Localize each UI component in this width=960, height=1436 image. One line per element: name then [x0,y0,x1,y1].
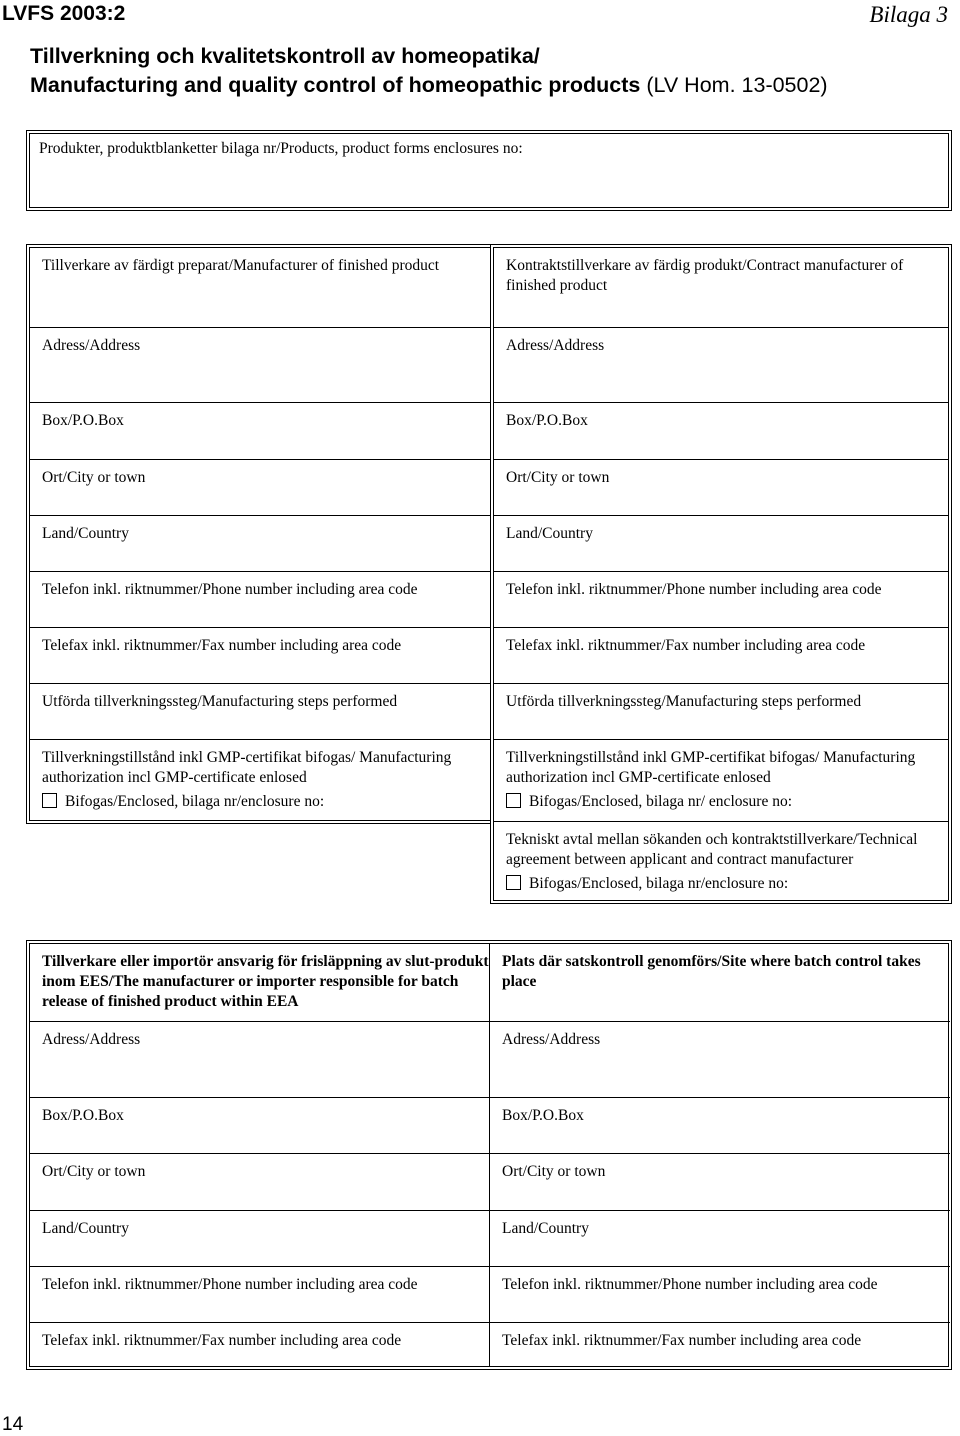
contract-authorization: Tillverkningstillstånd inkl GMP-certifikat bifogas/ Manufacturing authorization incl GMP-certificate enlosed [506,749,916,786]
release-heading[interactable]: Tillverkare eller importör ansvarig för frisläppning av slut-produkt inom EES/The manufacturer or importer responsible for batch release of finished product within EEA [30,944,489,1022]
contract-agreement-enclosed-label: Bifogas/Enclosed, bilaga nr/enclosure no: [529,875,789,892]
release-address[interactable]: Adress/Address [30,1022,489,1098]
contract-phone[interactable]: Telefon inkl. riktnummer/Phone number including area code [494,572,948,628]
manufacturer-address[interactable]: Adress/Address [30,328,490,403]
contract-box[interactable]: Box/P.O.Box [494,403,948,460]
batch-city[interactable]: Ort/City or town [490,1154,950,1211]
batch-box[interactable]: Box/P.O.Box [490,1098,950,1154]
release-phone[interactable]: Telefon inkl. riktnummer/Phone number including area code [30,1267,489,1323]
manufacturer-steps[interactable]: Utförda tillverkningssteg/Manufacturing steps performed [30,684,490,740]
manufacturer-section [29,247,491,821]
release-box[interactable]: Box/P.O.Box [30,1098,489,1154]
contract-heading[interactable]: Kontraktstillverkare av färdig produkt/Contract manufacturer of finished product [494,248,948,328]
manufacturer-box[interactable]: Box/P.O.Box [30,403,490,460]
products-box[interactable] [29,133,949,208]
page-number: 14 [2,1414,24,1435]
attachment-label: Bilaga 3 [869,2,948,27]
manufacturer-heading[interactable]: Tillverkare av färdigt preparat/Manufacturer of finished product [30,248,490,328]
release-city[interactable]: Ort/City or town [30,1154,489,1211]
contract-enclosed-label: Bifogas/Enclosed, bilaga nr/ enclosure no: [529,793,793,810]
release-country[interactable]: Land/Country [30,1211,489,1267]
products-label: Produkter, produktblanketter bilaga nr/Products, product forms enclosures no: [39,140,523,157]
manufacturer-phone[interactable]: Telefon inkl. riktnummer/Phone number including area code [30,572,490,628]
contract-agreement-checkbox[interactable] [506,875,521,890]
batch-country[interactable]: Land/Country [490,1211,950,1267]
manufacturer-enclosed-checkbox[interactable] [42,793,57,808]
manufacturer-authorization-cell [30,740,490,822]
batch-heading[interactable]: Plats där satskontroll genomförs/Site where batch control takes place [490,944,950,1022]
title-line1: Tillverkning och kvalitetskontroll av homeopatika/ [30,44,540,68]
contract-city[interactable]: Ort/City or town [494,460,948,516]
manufacturer-enclosed-label: Bifogas/Enclosed, bilaga nr/enclosure no: [65,793,325,810]
document-id: LVFS 2003:2 [2,2,126,25]
contract-country[interactable]: Land/Country [494,516,948,572]
manufacturer-country[interactable]: Land/Country [30,516,490,572]
manufacturer-city[interactable]: Ort/City or town [30,460,490,516]
contract-address[interactable]: Adress/Address [494,328,948,403]
contract-authorization-cell [494,740,948,822]
batch-phone[interactable]: Telefon inkl. riktnummer/Phone number including area code [490,1267,950,1323]
contract-section [493,247,949,901]
batch-fax[interactable]: Telefax inkl. riktnummer/Fax number including area code [502,1332,862,1349]
contract-enclosed-checkbox[interactable] [506,793,521,808]
release-fax[interactable]: Telefax inkl. riktnummer/Fax number including area code [42,1332,402,1349]
contract-fax[interactable]: Telefax inkl. riktnummer/Fax number including area code [494,628,948,684]
contract-agreement: Tekniskt avtal mellan sökanden och kontraktstillverkare/Technical agreement between applicant and contract manufacturer [506,831,918,868]
contract-steps[interactable]: Utförda tillverkningssteg/Manufacturing steps performed [494,684,948,740]
release-batch-section [29,943,949,1367]
form-title [30,42,828,100]
batch-address[interactable]: Adress/Address [490,1022,950,1098]
manufacturer-authorization: Tillverkningstillstånd inkl GMP-certifikat bifogas/ Manufacturing authorization incl GMP-certificate enlosed [42,749,452,786]
title-line2-normal: (LV Hom. 13-0502) [640,73,828,97]
contract-agreement-cell [494,822,948,902]
title-line2-bold: Manufacturing and quality control of homeopathic products [30,73,641,97]
manufacturer-fax[interactable]: Telefax inkl. riktnummer/Fax number including area code [30,628,490,684]
